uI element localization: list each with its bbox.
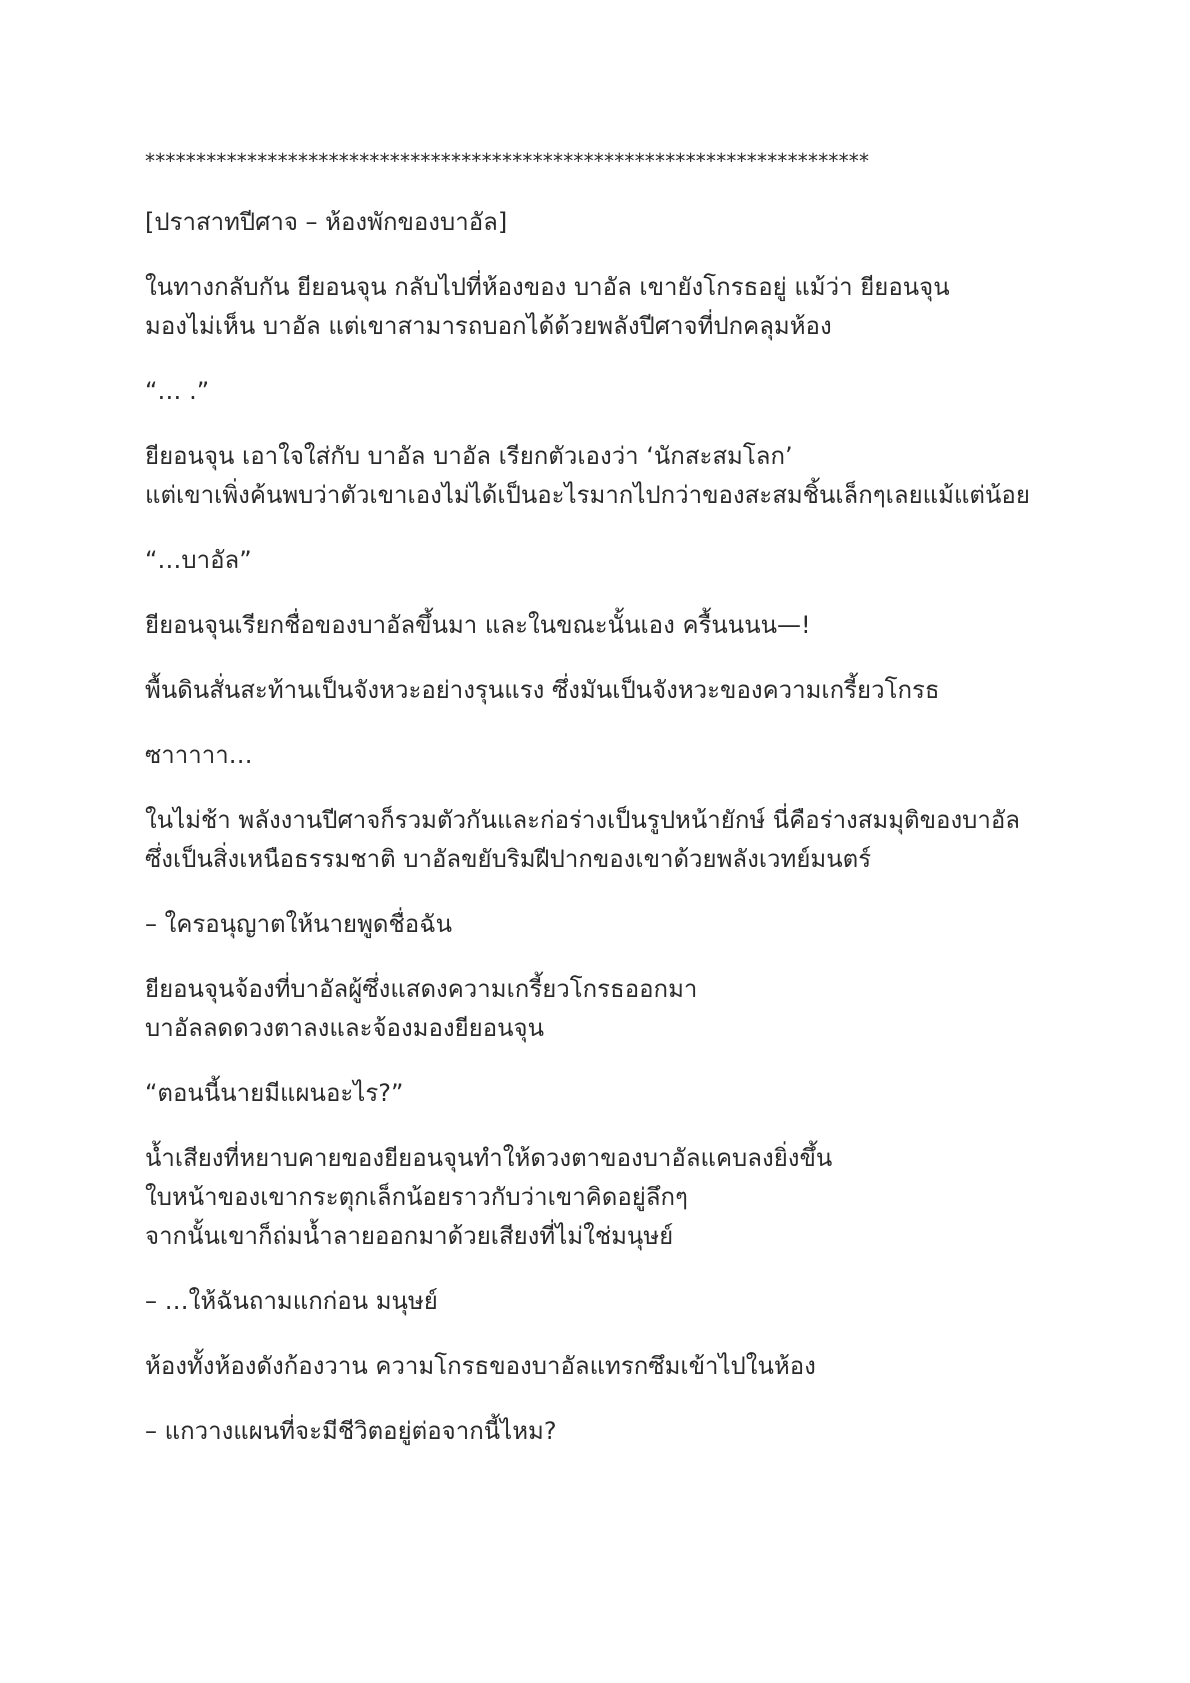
dialogue-line: “ตอนนี้นายมีแผนอะไร?” — [145, 1079, 404, 1107]
paragraph: ยียอนจุนจ้องที่บาอัลผู้ซึ่งแสดงความเกรี้ยวโกรธออกมา บาอัลลดดวงตาลงและจ้องมองยียอนจุน — [145, 975, 698, 1042]
paragraph: ยียอนจุนเรียกชื่อของบาอัลขึ้นมา และในขณะนั้นเอง ครื้นนนน—! — [145, 611, 811, 639]
paragraph: ในทางกลับกัน ยียอนจุน กลับไปที่ห้องของ บาอัล เขายังโกรธอยู่ แม้ว่า ยียอนจุน มองไม่เห็น บาอัล แต่เขาสามารถบอกได้ด้วยพลังปีศาจที่ปกคลุมห้อง — [145, 273, 950, 340]
paragraph: ยียอนจุน เอาใจใส่กับ บาอัล บาอัล เรียกตัวเองว่า ‘นักสะสมโลก’ แต่เขาเพิ่งค้นพบว่าตัวเขาเองไม่ได้เป็นอะไรมากไปกว่าของสะสมชิ้นเล็กๆเลยแม้แต่น้อย — [145, 442, 1030, 509]
paragraph: ห้องทั้งห้องดังก้องวาน ความโกรธของบาอัลแทรกซึมเข้าไปในห้อง — [145, 1352, 816, 1380]
dialogue-line: “… .” — [145, 377, 210, 405]
dialogue-line: “…บาอัล” — [145, 546, 252, 574]
section-divider: *********************************************************************** — [145, 149, 870, 173]
paragraph: พื้นดินสั่นสะท้านเป็นจังหวะอย่างรุนแรง ซึ่งมันเป็นจังหวะของความเกรี้ยวโกรธ — [145, 676, 940, 704]
paragraph: น้ำเสียงที่หยาบคายของยียอนจุนทำให้ดวงตาของบาอัลแคบลงยิ่งขึ้น ใบหน้าของเขากระตุกเล็กน้อยราวกับว่าเขาคิดอยู่ลึกๆ จากนั้นเขาก็ถ่มน้ำลายออกมาด้วยเสียงที่ไม่ใช่มนุษย์ — [145, 1144, 833, 1250]
scene-heading: [ปราสาทปีศาจ – ห้องพักของบาอัล] — [145, 208, 508, 236]
dialogue-line: – …ให้ฉันถามแกก่อน มนุษย์ — [145, 1287, 438, 1315]
dialogue-line: – แกวางแผนที่จะมีชีวิตอยู่ต่อจากนี้ไหม? — [145, 1417, 557, 1445]
paragraph: ในไม่ช้า พลังงานปีศาจก็รวมตัวกันและก่อร่างเป็นรูปหน้ายักษ์ นี่คือร่างสมมุติของบาอัล ซึ่งเป็นสิ่งเหนือธรรมชาติ บาอัลขยับริมฝีปากของเขาด้วยพลังเวทย์มนตร์ — [145, 806, 1021, 873]
document-page — [145, 142, 1045, 1451]
dialogue-line: – ใครอนุญาตให้นายพูดชื่อฉัน — [145, 910, 452, 938]
sound-effect: ซาาาาา… — [145, 741, 253, 769]
